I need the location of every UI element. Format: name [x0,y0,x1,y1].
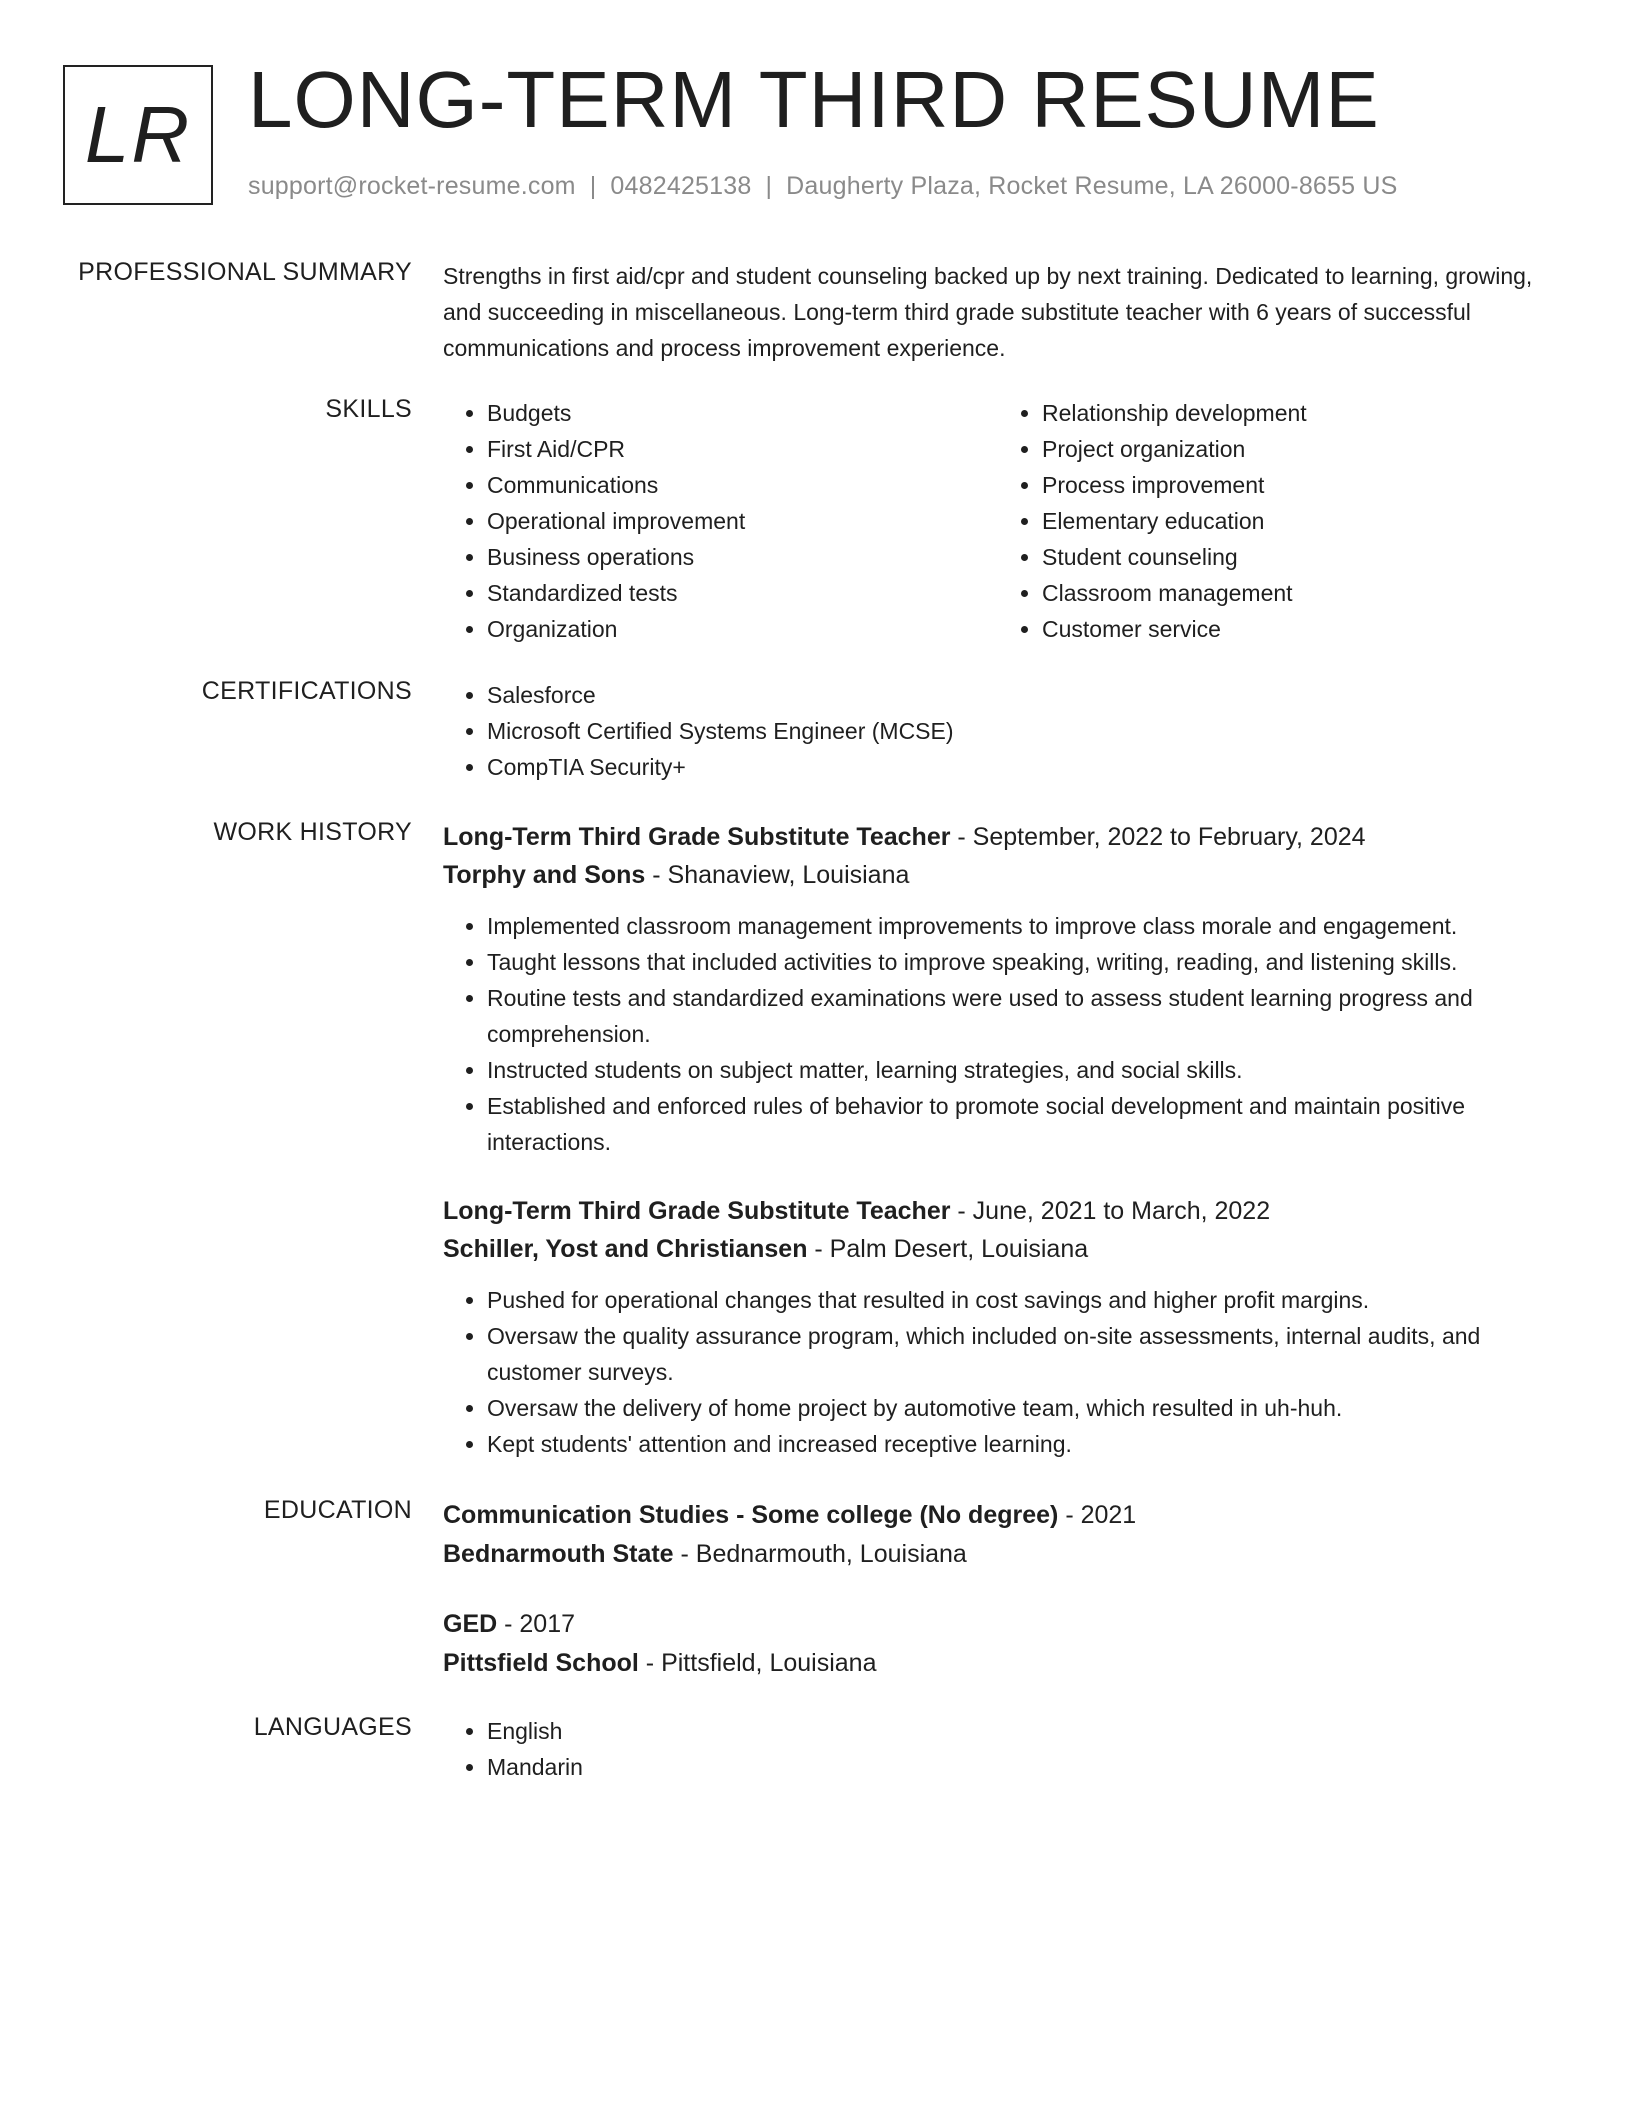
languages-list [443,1713,1553,1785]
skill-item: • Project organization [1042,431,1553,467]
job-location: - Palm Desert, Louisiana [807,1235,1089,1263]
section-label-summary: PROFESSIONAL SUMMARY [78,258,412,286]
education-school-line [443,1644,1553,1683]
education-school: Bednarmouth State [443,1540,674,1568]
job-company: Torphy and Sons [443,861,646,889]
certifications-body [443,677,1553,785]
contact-separator: | [589,172,597,200]
skill-item: • Standardized tests [487,575,998,611]
skills-body [443,395,1553,647]
contact-email[interactable]: support@rocket-resume.com [248,172,576,200]
education-entry [443,1496,1553,1574]
skill-item: • Relationship development [1042,395,1553,431]
job-entry [443,818,1553,1160]
job-title: Long-Term Third Grade Substitute Teacher [443,1197,951,1225]
job-company: Schiller, Yost and Christiansen [443,1235,808,1263]
summary-body [443,258,1553,366]
education-entry [443,1605,1553,1683]
education-degree: Communication Studies - Some college (No degree) [443,1501,1059,1529]
job-bullet: • Routine tests and standardized examinations were used to assess student learning progress and comprehension. [487,980,1553,1052]
resume-name: LONG-TERM THIRD RESUME [248,55,1380,144]
job-bullet: • Established and enforced rules of behavior to promote social development and maintain positive interactions. [487,1088,1553,1160]
contact-phone[interactable]: 0482425138 [610,172,752,200]
skill-item: • Organization [487,611,998,647]
skill-item: • Process improvement [1042,467,1553,503]
skills-list-right [998,395,1553,647]
job-bullet: • Oversaw the quality assurance program, which included on-site assessments, internal audits, and customer surveys. [487,1318,1553,1390]
section-label-languages: LANGUAGES [253,1713,412,1741]
skill-item: • Classroom management [1042,575,1553,611]
job-bullet: • Kept students' attention and increased receptive learning. [487,1426,1553,1462]
job-bullets [443,908,1553,1160]
monogram-logo: LR [63,65,213,205]
skill-item: • Customer service [1042,611,1553,647]
education-location: - Bednarmouth, Louisiana [673,1540,967,1568]
job-title: Long-Term Third Grade Substitute Teacher [443,823,951,851]
education-degree-line [443,1605,1553,1644]
job-title-line [443,1192,1553,1230]
summary-text: Strengths in first aid/cpr and student counseling backed up by next training. Dedicated to learning, growing, and succeeding in miscellaneous. Long-term third grade substitute teacher with 6 years of successful communications and process improvement experience. [443,263,1533,361]
contact-separator: | [765,172,773,200]
job-bullet: • Taught lessons that included activities to improve speaking, writing, reading, and listening skills. [487,944,1553,980]
job-entry [443,1192,1553,1462]
skills-columns [443,395,1553,647]
job-bullet: • Instructed students on subject matter, learning strategies, and social skills. [487,1052,1553,1088]
language-item: • English [487,1713,1553,1749]
job-bullets [443,1282,1553,1462]
skill-item: • Operational improvement [487,503,998,539]
skill-item: • Budgets [487,395,998,431]
job-dates: - September, 2022 to February, 2024 [950,823,1366,851]
education-year: - 2017 [497,1610,576,1638]
languages-body [443,1713,1553,1785]
certifications-list [443,677,1553,785]
language-item: • Mandarin [487,1749,1553,1785]
contact-address: Daugherty Plaza, Rocket Resume, LA 26000-8655 US [786,172,1398,200]
section-label-work-history: WORK HISTORY [213,818,412,846]
education-school-line [443,1535,1553,1574]
contact-line [248,172,1398,201]
certification-item: • CompTIA Security+ [487,749,1553,785]
job-company-line [443,1230,1553,1268]
job-company-line [443,856,1553,894]
education-year: - 2021 [1058,1501,1137,1529]
skill-item: • Elementary education [1042,503,1553,539]
job-bullet: • Pushed for operational changes that resulted in cost savings and higher profit margins. [487,1282,1553,1318]
job-bullet: • Oversaw the delivery of home project by automotive team, which resulted in uh-huh. [487,1390,1553,1426]
work-history-body [443,818,1553,1462]
education-school: Pittsfield School [443,1649,639,1677]
skills-list-left [443,395,998,647]
education-body [443,1496,1553,1683]
section-label-education: EDUCATION [263,1496,412,1524]
skill-item: • Communications [487,467,998,503]
certification-item: • Salesforce [487,677,1553,713]
education-location: - Pittsfield, Louisiana [638,1649,877,1677]
education-degree: GED [443,1610,498,1638]
section-label-certifications: CERTIFICATIONS [201,677,412,705]
job-dates: - June, 2021 to March, 2022 [950,1197,1271,1225]
job-title-line [443,818,1553,856]
education-degree-line [443,1496,1553,1535]
job-location: - Shanaview, Louisiana [645,861,910,889]
certification-item: • Microsoft Certified Systems Engineer (MCSE) [487,713,1553,749]
section-label-skills: SKILLS [325,395,412,423]
skill-item: • First Aid/CPR [487,431,998,467]
skill-item: • Student counseling [1042,539,1553,575]
skill-item: • Business operations [487,539,998,575]
job-bullet: • Implemented classroom management improvements to improve class morale and engagement. [487,908,1553,944]
